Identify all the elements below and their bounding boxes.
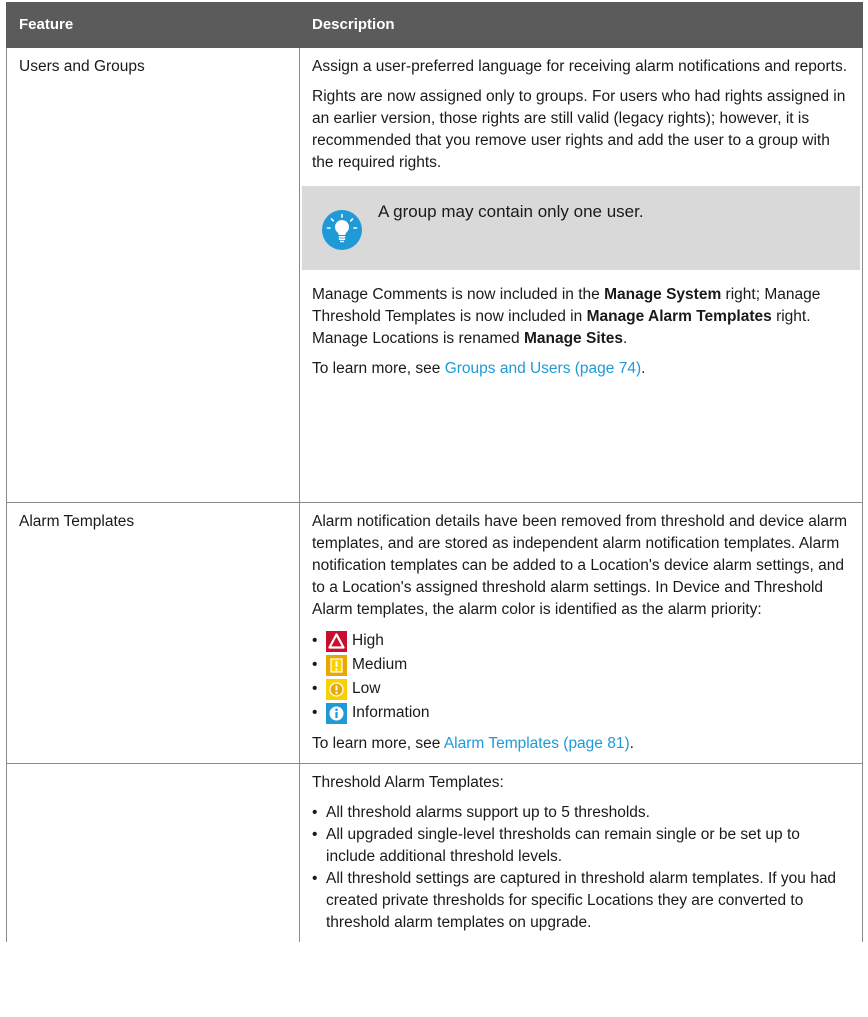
list-item: • Medium <box>312 653 850 677</box>
table-row <box>7 48 863 503</box>
paragraph: Manage Comments is now included in the Manage System right; Manage Threshold Templates is now included in Manage Alarm Templates right. Manage Locations is renamed Manage Sites. <box>312 286 821 347</box>
learn-more: To learn more, see Alarm Templates (page 81). <box>312 735 634 752</box>
bold-term: Manage System <box>604 286 722 303</box>
table-row <box>7 503 863 764</box>
bold-term: Manage Sites <box>523 330 624 347</box>
list-item: • All threshold alarms support up to 5 thresholds. <box>312 802 850 824</box>
alarm-templates-link[interactable]: Alarm Templates (page 81) <box>443 735 630 752</box>
paragraph: Assign a user-preferred language for receiving alarm notifications and reports. <box>312 58 848 75</box>
column-header-feature: Feature <box>7 3 300 48</box>
priority-label: Information <box>352 704 430 721</box>
priority-list <box>312 629 850 725</box>
priority-label: Low <box>352 680 381 697</box>
description-cell <box>300 503 863 764</box>
description-cell <box>300 764 863 943</box>
feature-cell: Alarm Templates <box>7 503 300 764</box>
list-item: • All upgraded single-level thresholds can remain single or be set up to include additional threshold levels. <box>312 824 850 868</box>
table-header-row <box>7 3 863 48</box>
note-text: A group may contain only one user. <box>378 202 644 221</box>
feature-cell <box>7 764 300 943</box>
priority-label: Medium <box>352 656 408 673</box>
information-icon <box>326 703 347 724</box>
features-table <box>6 2 863 942</box>
list-item: • Information <box>312 701 850 725</box>
priority-label: High <box>352 632 384 649</box>
lightbulb-icon <box>322 210 362 250</box>
list-item: • High <box>312 629 850 653</box>
column-header-description: Description <box>300 3 863 48</box>
description-cell <box>300 48 863 503</box>
threshold-list <box>312 802 850 934</box>
tip-note <box>302 186 860 270</box>
medium-priority-icon <box>326 655 347 676</box>
bold-term: Manage Alarm Templates <box>586 308 772 325</box>
feature-cell: Users and Groups <box>7 48 300 503</box>
list-item: • All threshold settings are captured in threshold alarm templates. If you had created private thresholds for specific Locations they are converted to threshold alarm templates on upgrade. <box>312 868 850 934</box>
high-priority-icon <box>326 631 347 652</box>
paragraph: Rights are now assigned only to groups. For users who had rights assigned in an earlier version, those rights are still valid (legacy rights); however, it is recommended that you remove user rights and add the user to a group with the required rights. <box>312 88 846 171</box>
table-row <box>7 764 863 943</box>
low-priority-icon <box>326 679 347 700</box>
learn-more: To learn more, see Groups and Users (page 74). <box>312 360 646 377</box>
paragraph: Alarm notification details have been removed from threshold and device alarm templates, and are stored as independent alarm notification templates. Alarm notification templates can be added to a Location's device alarm settings, and to a Location's assigned threshold alarm settings. In Device and Threshold Alarm templates, the alarm color is identified as the alarm priority: <box>312 513 848 618</box>
paragraph: Threshold Alarm Templates: <box>312 774 504 791</box>
list-item: • Low <box>312 677 850 701</box>
groups-and-users-link[interactable]: Groups and Users (page 74) <box>444 360 642 377</box>
